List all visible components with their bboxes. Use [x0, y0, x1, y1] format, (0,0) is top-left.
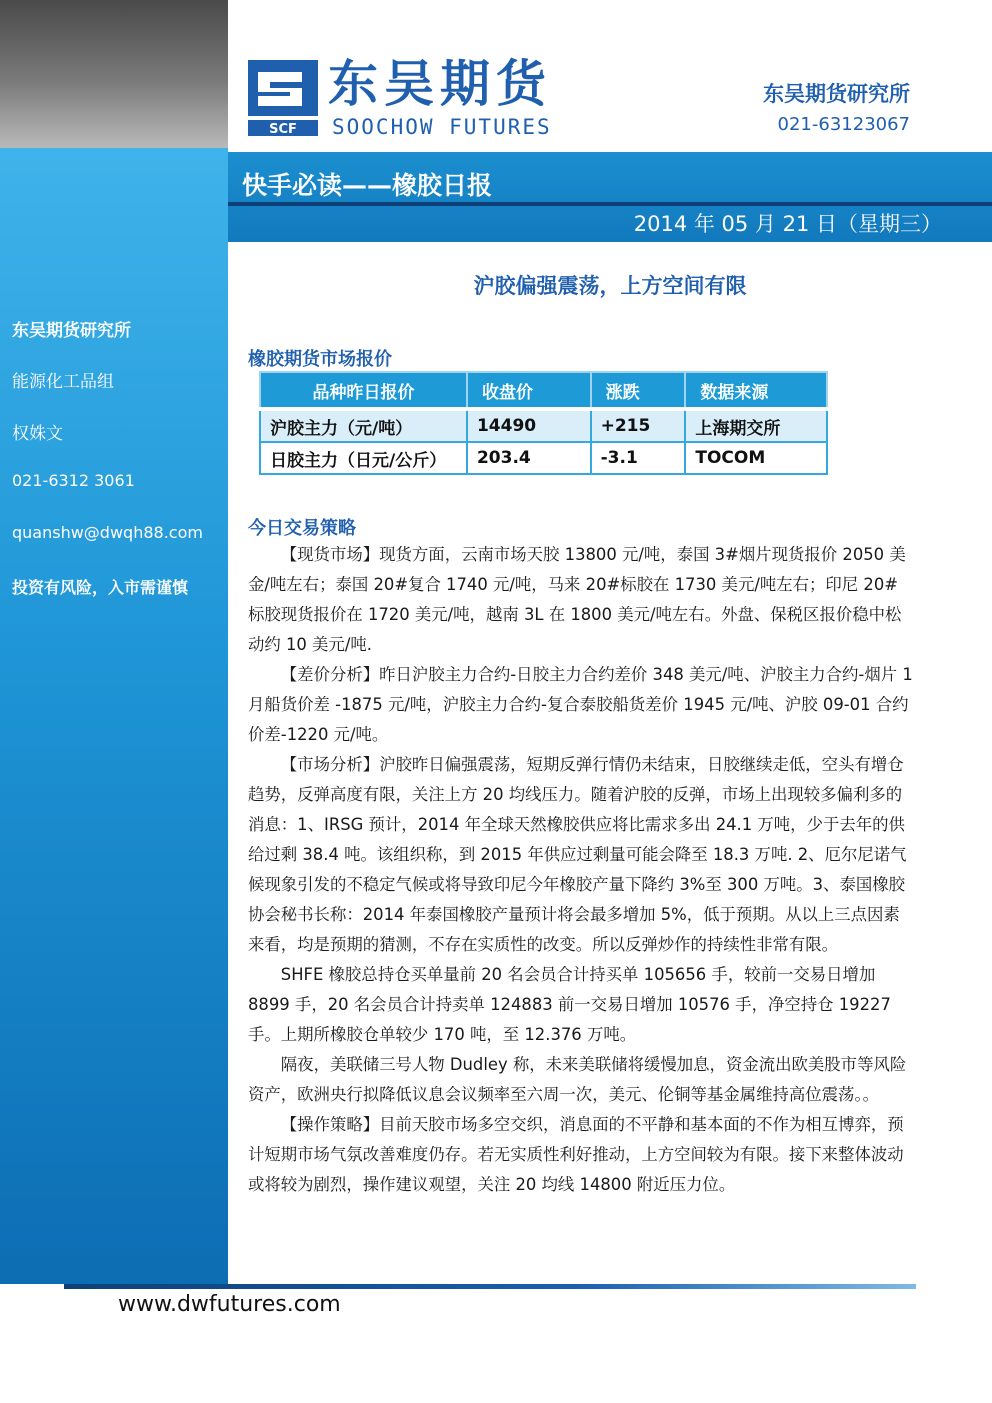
position-paragraph: SHFE 橡胶总持仓买单量前 20 名会员合计持买单 105656 手，较前一交易日增加 8899 手，20 名会员合计持卖单 124883 前一交易日增加 10576 手，净空持仓 19227 手。上期所橡胶仓单较少 170 吨，至 12.376 万吨。 [248, 965, 891, 1044]
header-phone: 021-63123067 [777, 114, 910, 135]
table-cell: 14490 [467, 409, 591, 442]
sidebar-author: 权姝文 [12, 424, 63, 444]
sidebar-email[interactable]: quanshw@dwqh88.com [12, 523, 203, 542]
table-cell: 沪胶主力（元/吨） [260, 409, 467, 442]
sidebar-institute: 东吴期货研究所 [12, 321, 131, 341]
quote-table [259, 371, 828, 475]
sidebar-disclaimer: 投资有风险，入市需谨慎 [12, 578, 189, 597]
report-title: 快手必读——橡胶日报 [242, 171, 493, 200]
overnight-paragraph: 隔夜，美联储三号人物 Dudley 称，未来美联储将缓慢加息，资金流出欧美股市等风险资产，欧洲央行拟降低议息会议频率至六周一次，美元、伦铜等基金属维持高位震荡。。 [248, 1055, 907, 1104]
column-header: 涨跌 [591, 372, 686, 409]
report-date: 2014 年 05 月 21 日（星期三） [633, 212, 942, 236]
logo-chinese: 东吴期货 [328, 55, 552, 113]
quote-section-heading: 橡胶期货市场报价 [248, 349, 392, 370]
table-row [260, 409, 827, 442]
table-cell: +215 [591, 409, 686, 442]
market-analysis-paragraph: 【市场分析】沪胶昨日偏强震荡，短期反弹行情仍未结束，日胶继续走低，空头有增仓趋势，反弹高度有限，关注上方 20 均线压力。随着沪胶的反弹，市场上出现较多偏利多的消息：1、IRSG 预计，2014 年全球天然橡胶供应将比需求多出 24.1 万吨，少于去年的供给过剩 38.4 吨。该组织称，到 2015 年供应过剩量可能会降至 18.3 万吨. 2、厄尔尼诺气候现象引发的不稳定气候或将导致印尼今年橡胶产量下降约 3%至 300 万吨。3、泰国橡胶协会秘书长称：2014 年泰国橡胶产量预计将会最多增加 5%，低于预期。从以上三点因素来看，均是预期的猜测，不存在实质性的改变。所以反弹炒作的持续性非常有限。 [248, 755, 907, 954]
table-cell: TOCOM [685, 442, 827, 474]
scf-logo-icon [248, 60, 318, 138]
sidebar-top-panel [0, 0, 228, 148]
table-row [260, 442, 827, 474]
table-cell: 日胶主力（日元/公斤） [260, 442, 467, 474]
footer-url-link[interactable]: www.dwfutures.com [118, 1292, 341, 1317]
table-cell: -3.1 [591, 442, 686, 474]
column-header: 品种昨日报价 [260, 372, 467, 409]
header-institute: 东吴期货研究所 [763, 82, 910, 106]
sidebar-phone: 021-6312 3061 [12, 471, 135, 490]
logo-mark-text: SCF [269, 122, 297, 137]
column-header: 数据来源 [685, 372, 827, 409]
column-header: 收盘价 [467, 372, 591, 409]
table-cell: 上海期交所 [685, 409, 827, 442]
title-divider [228, 202, 992, 206]
strategy-heading: 今日交易策略 [248, 518, 356, 539]
quote-table-header [260, 372, 827, 409]
spread-analysis-paragraph: 【差价分析】昨日沪胶主力合约-日胶主力合约差价 348 美元/吨、沪胶主力合约-烟片 1 月船货价差 -1875 元/吨，沪胶主力合约-复合泰胶船货差价 1945 元/吨、沪胶 09-01 合约价差-1220 元/吨。 [248, 665, 913, 744]
strategy-body [248, 540, 914, 1200]
operation-strategy-paragraph: 【操作策略】目前天胶市场多空交织，消息面的不平静和基本面的不作为相互博弈，预计短期市场气氛改善难度仍存。若无实质性利好推动，上方空间较为有限。接下来整体波动或将较为剧烈，操作建议观望，关注 20 均线 14800 附近压力位。 [248, 1115, 904, 1194]
footer-divider [64, 1284, 916, 1289]
table-cell: 203.4 [467, 442, 591, 474]
sidebar-group: 能源化工品组 [12, 372, 114, 392]
headline: 沪胶偏强震荡，上方空间有限 [473, 274, 747, 298]
logo-english: SOOCHOW FUTURES [332, 115, 552, 139]
spot-market-paragraph: 【现货市场】现货方面，云南市场天胶 13800 元/吨，泰国 3#烟片现货报价 2050 美金/吨左右；泰国 20#复合 1740 元/吨，马来 20#标胶在 1730 美元/吨左右；印尼 20#标胶现货报价在 1720 美元/吨，越南 3L 在 1800 美元/吨左右。外盘、保税区报价稳中松动约 10 美元/吨. [248, 545, 906, 654]
